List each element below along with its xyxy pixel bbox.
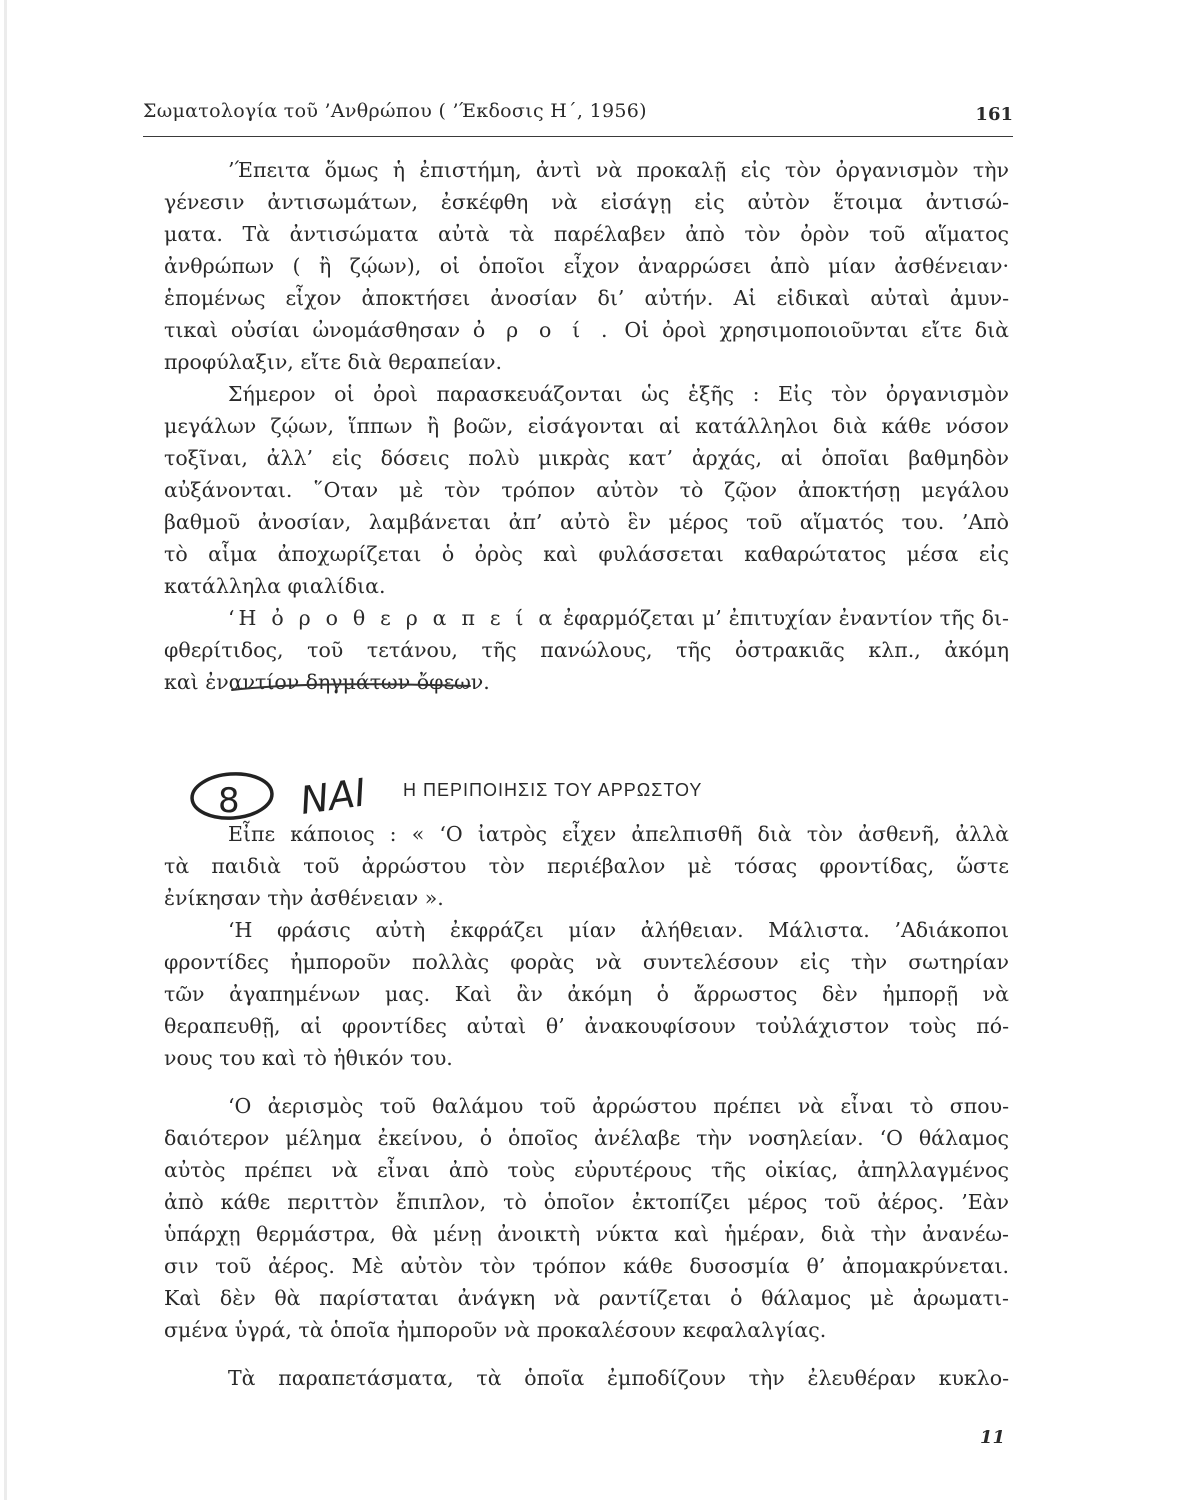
text-line — [228, 604, 1009, 632]
text-line: τοξῖναι, ἀλλ’ εἰς δόσεις πολὺ μικρὰς κατ’ ἀρχάς, αἱ ὁποῖαι βαθμηδὸν — [164, 446, 1009, 470]
text-line: ὑπάρχῃ θερμάστρα, θὰ μένῃ ἀνοικτὴ νύκτα καὶ ἡμέραν, διὰ τὴν ἀνανέω- — [164, 1222, 1009, 1246]
text-line: ’Έπειτα ὅμως ἡ ἐπιστήμη, ἀντὶ νὰ προκαλῇ εἰς τὸν ὀργανισμὸν τὴν — [228, 158, 1009, 182]
text-line: γένεσιν ἀντισωμάτων, ἐσκέφθη νὰ εἰσάγῃ εἰς αὐτὸν ἕτοιμα ἀντισώ- — [164, 190, 1009, 214]
circled-number-text: 8 — [218, 781, 240, 821]
text-line: ἐνίκησαν τὴν ἀσθένειαν ». — [164, 886, 444, 910]
text-line: νους του καὶ τὸ ἠθικόν του. — [164, 1046, 453, 1070]
text-line: ματα. Τὰ ἀντισώματα αὐτὰ τὰ παρέλαβεν ἀπὸ τὸν ὀρὸν τοῦ αἵματος — [164, 222, 1009, 246]
text-line: ‘Η φράσις αὐτὴ ἐκφράζει μίαν ἀλήθειαν. Μάλιστα. ’Αδιάκοποι — [228, 918, 1009, 942]
text-line: αὐτὸς πρέπει νὰ εἶναι ἀπὸ τοὺς εὐρυτέρους τῆς οἰκίας, ἀπηλλαγμένος — [164, 1158, 1009, 1182]
running-title: Σωματολογία τοῦ ’Ανθρώπου ( ’Έκδοσις Η΄, 1956) — [143, 100, 647, 122]
text-line: ἑπομένως εἶχον ἀποκτήσει ἀνοσίαν δι’ αὐτήν. Αἱ εἰδικαὶ αὐταὶ ἀμυν- — [164, 286, 1009, 310]
running-header — [143, 96, 1013, 137]
text-line: τῶν ἀγαπημένων μας. Καὶ ἂν ἀκόμη ὁ ἄρρωστος δὲν ἠμπορῇ νὰ — [164, 982, 1009, 1006]
text-line — [164, 316, 1009, 344]
text-line: Σήμερον οἱ ὀροὶ παρασκευάζονται ὡς ἑξῆς : Εἰς τὸν ὀργανισμὸν — [228, 382, 1009, 406]
text-line: καὶ ἐναντίον δηγμάτων ὄφεων. — [164, 670, 490, 694]
text-line: κατάλληλα φιαλίδια. — [164, 574, 386, 598]
text-line: φθερίτιδος, τοῦ τετάνου, τῆς πανώλους, τῆς ὀστρακιᾶς κλπ., ἀκόμη — [164, 638, 1009, 662]
circled-number-mark — [191, 771, 274, 820]
text-line: τὰ παιδιὰ τοῦ ἀρρώστου τὸν περιέβαλον μὲ τόσας φροντίδας, ὥστε — [164, 854, 1009, 878]
spaced-term-oroi: ὀ ρ ο ί . — [472, 318, 612, 342]
text-line: θεραπευθῇ, αἱ φροντίδες αὐταὶ θ’ ἀνακουφίσουν τοὐλάχιστον τοὺς πό- — [164, 1014, 1009, 1038]
text-line: σιν τοῦ ἀέρος. Μὲ αὐτὸν τὸν τρόπον κάθε δυσοσμία θ’ ἀπομακρύνεται. — [164, 1254, 1009, 1278]
line-fragment: ἐφαρμόζεται μ’ ἐπιτυχίαν ἐναντίον τῆς δι- — [563, 606, 1009, 630]
text-line: δαιότερον μέλημα ἐκείνου, ὁ ὁποῖος ἀνέλαβε τὴν νοσηλείαν. ‘Ο θάλαμος — [164, 1126, 1009, 1150]
text-line: ἀνθρώπων ( ἢ ζῴων), οἱ ὁποῖοι εἶχον ἀναρρώσει ἀπὸ μίαν ἀσθένειαν· — [164, 254, 1009, 278]
text-line: τὸ αἷμα ἀποχωρίζεται ὁ ὀρὸς καὶ φυλάσσεται καθαρώτατος μέσα εἰς — [164, 542, 1009, 566]
signature-mark: 11 — [980, 1427, 1006, 1448]
section-heading: Η ΠΕΡΙΠΟΙΗΣΙΣ ΤΟΥ ΑΡΡΩΣΤΟΥ — [403, 780, 703, 800]
text-line: ἀπὸ κάθε περιττὸν ἔπιπλον, τὸ ὁποῖον ἐκτοπίζει μέρος τοῦ ἀέρος. ’Εὰν — [164, 1190, 1009, 1214]
text-line: μεγάλων ζῴων, ἵππων ἢ βοῶν, εἰσάγονται αἱ κατάλληλοι διὰ κάθε νόσον — [164, 414, 1009, 438]
text-line: Εἶπε κάποιος : « ‘Ο ἰατρὸς εἶχεν ἀπελπισθῆ διὰ τὸν ἀσθενῆ, ἀλλὰ — [228, 822, 1009, 846]
line-fragment: Οἱ ὀροὶ χρησιμοποιοῦνται εἴτε διὰ — [624, 318, 1009, 342]
page-number: 161 — [975, 104, 1013, 125]
text-line: προφύλαξιν, εἴτε διὰ θεραπείαν. — [164, 350, 503, 374]
text-line: βαθμοῦ ἀνοσίαν, λαμβάνεται ἀπ’ αὐτὸ ἓν μέρος τοῦ αἵματός του. ’Απὸ — [164, 510, 1009, 534]
page-edge-shadow — [4, 0, 7, 1500]
text-line: φροντίδες ἠμποροῦν πολλὰς φορὰς νὰ συντελέσουν εἰς τὴν σωτηρίαν — [164, 950, 1009, 974]
line-fragment: τικαὶ οὐσίαι ὠνομάσθησαν — [164, 318, 461, 342]
text-line: Τὰ παραπετάσματα, τὰ ὁποῖα ἐμποδίζουν τὴν ἐλευθέραν κυκλο- — [228, 1366, 1009, 1390]
text-line: Καὶ δὲν θὰ παρίσταται ἀνάγκη νὰ ραντίζεται ὁ θάλαμος μὲ ἀρωματι- — [164, 1286, 1009, 1310]
text-line: σμένα ὑγρά, τὰ ὁποῖα ἠμποροῦν νὰ προκαλέσουν κεφαλαλγίας. — [164, 1318, 827, 1342]
handwritten-note-text: ΝΑΙ — [297, 770, 369, 823]
text-line: ‘Ο ἀερισμὸς τοῦ θαλάμου τοῦ ἀρρώστου πρέπει νὰ εἶναι τὸ σπου- — [228, 1094, 1009, 1118]
spaced-term-orotherapeia: ‘Η ὀ ρ ο θ ε ρ α π ε ί α — [228, 606, 557, 630]
text-line: αὐξάνονται. ῞Οταν μὲ τὸν τρόπον αὐτὸν τὸ ζῷον ἀποκτήσῃ μεγάλου — [164, 478, 1009, 502]
